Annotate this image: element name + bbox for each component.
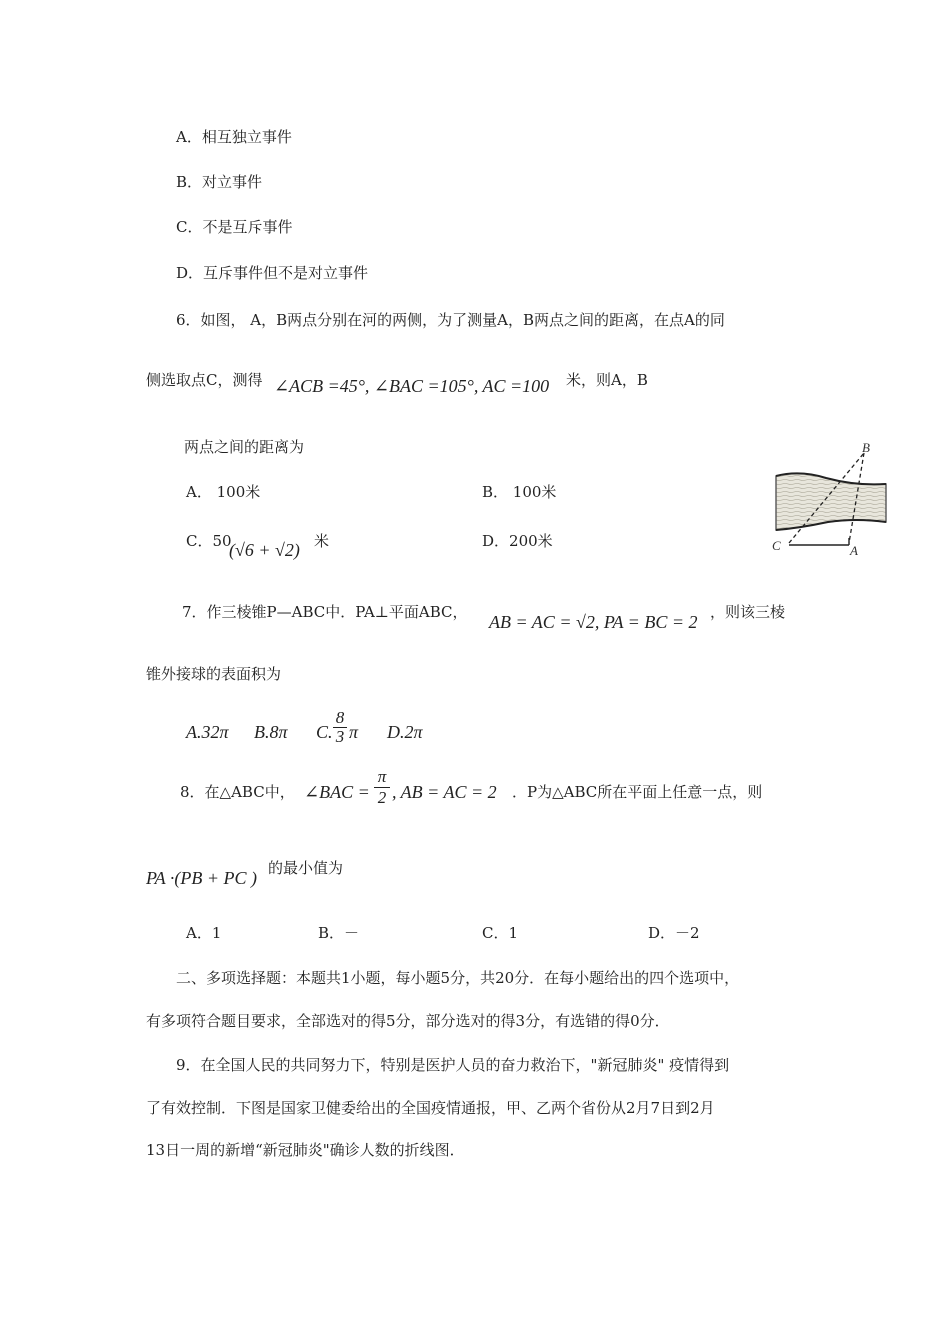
q7-option-c-prefix: C.	[316, 722, 333, 742]
q5-option-c: C．不是互斥事件	[176, 218, 293, 236]
q8-stem-line2: 的最小值为	[268, 859, 344, 877]
river-figure	[770, 438, 890, 560]
q8-stem-suffix: ．P为△ABC所在平面上任意一点，则	[512, 783, 763, 801]
q6-angle-formula: ∠ACB =45°, ∠BAC =105°, AC =100	[274, 376, 550, 396]
q6-option-d: D．200米	[482, 532, 553, 550]
q8-formula-sides: , AB = AC = 2	[392, 782, 497, 802]
point-c-label: C	[772, 538, 781, 553]
q8-fraction	[374, 767, 390, 808]
q8-formula-angle: ∠BAC =	[304, 782, 370, 802]
q8-option-c: C．1	[482, 924, 519, 942]
q8-vector-expression: PA ·(PB + PC )	[146, 868, 257, 888]
q7-option-c-suffix: π	[349, 722, 359, 742]
q7-fraction-denominator: 3	[333, 727, 347, 746]
q8-stem-prefix: 8．在△ABC中，	[180, 783, 295, 801]
q7-option-d: D.2π	[387, 722, 423, 742]
q8-option-a: A．1	[186, 924, 222, 942]
q8-option-d: D．－2	[648, 924, 700, 942]
q6-stem-line3: 两点之间的距离为	[184, 438, 305, 456]
point-a-label: A	[850, 543, 858, 558]
q7-fraction-numerator: 8	[335, 708, 345, 727]
section2-line2: 有多项符合题目要求，全部选对的得5分，部分选对的得3分，有选错的得0分．	[146, 1012, 670, 1030]
q6-option-a: A． 100米	[186, 483, 261, 501]
q8-option-b: B．－	[318, 924, 360, 942]
q7-formula: AB = AC = √2, PA = BC = 2	[489, 612, 698, 632]
q7-stem-line2: 锥外接球的表面积为	[146, 665, 282, 683]
q5-option-b: B．对立事件	[176, 173, 263, 191]
point-b-label: B	[862, 440, 870, 455]
q8-fraction-denominator: 2	[374, 787, 390, 808]
q5-option-d: D．互斥事件但不是对立事件	[176, 264, 369, 282]
q9-line1: 9．在全国人民的共同努力下，特别是医护人员的奋力救治下，"新冠肺炎" 疫情得到	[176, 1056, 730, 1074]
q6-option-c-prefix: C．50	[186, 532, 232, 550]
q6-stem-line1: 6．如图， A，B两点分别在河的两侧，为了测量A，B两点之间的距离，在点A的同	[176, 311, 725, 329]
q6-option-c-math: (√6 + √2)	[229, 540, 300, 560]
q6-stem-line2-prefix: 侧选取点C，测得	[146, 371, 263, 389]
q6-stem-line2-suffix: 米，则A，B	[566, 371, 648, 389]
river-diagram	[770, 438, 890, 560]
q5-option-a: A．相互独立事件	[176, 128, 292, 146]
q7-option-c-fraction	[333, 709, 347, 746]
q6-option-b: B． 100米	[482, 483, 557, 501]
q7-stem-prefix: 7．作三棱锥P—ABC中．PA⊥平面ABC，	[182, 603, 468, 621]
q9-line3: 13日一周的新增“新冠肺炎"确诊人数的折线图．	[146, 1141, 465, 1159]
q7-option-a: A.32π	[186, 722, 229, 742]
q9-line2: 了有效控制．下图是国家卫健委给出的全国疫情通报，甲、乙两个省份从2月7日到2月	[146, 1099, 715, 1117]
q8-fraction-numerator: π	[377, 767, 387, 786]
q7-option-b: B.8π	[254, 722, 288, 742]
q7-stem-suffix: ，则该三棱	[710, 603, 786, 621]
section2-line1: 二、多项选择题：本题共1小题，每小题5分，共20分．在每小题给出的四个选项中，	[176, 969, 740, 987]
q6-option-c-suffix: 米	[314, 532, 330, 550]
